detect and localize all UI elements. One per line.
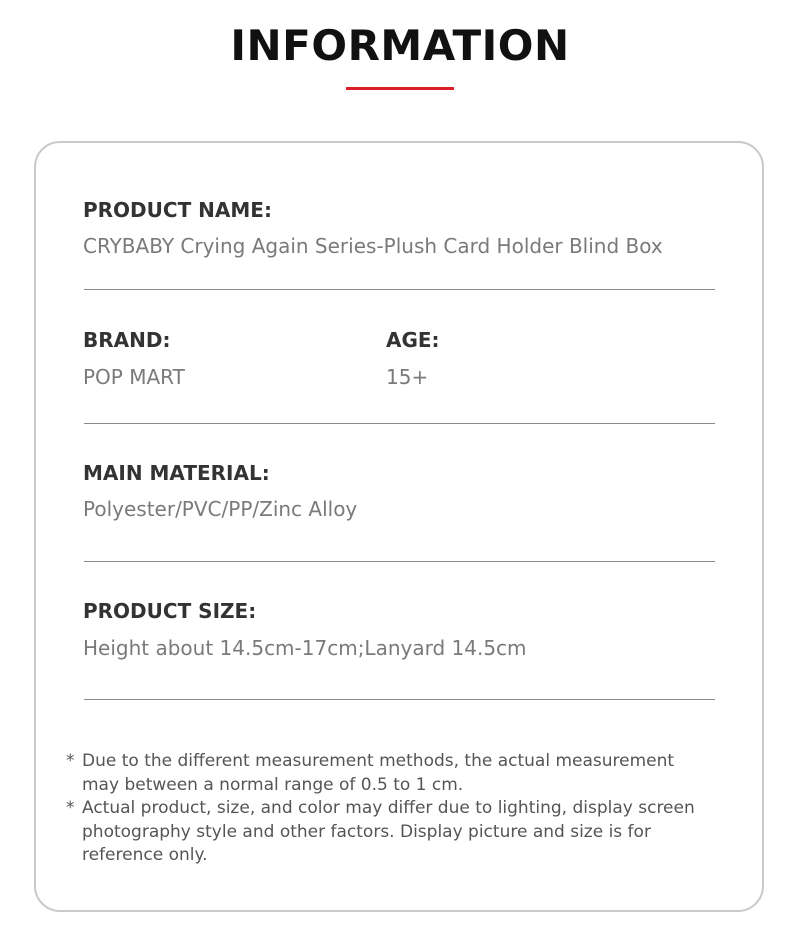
- divider: [84, 423, 715, 424]
- divider: [84, 289, 715, 290]
- brand-value: POP MART: [83, 365, 185, 389]
- asterisk-marker: *: [66, 798, 75, 818]
- brand-label: BRAND:: [83, 328, 171, 352]
- note-text: Due to the different measurement methods, the actual measurement may between a normal range of 0.5 to 1 cm.: [82, 751, 675, 795]
- product-name-label: PRODUCT NAME:: [83, 198, 272, 222]
- page-title: INFORMATION: [230, 21, 570, 70]
- product-name-value: CRYBABY Crying Again Series-Plush Card Holder Blind Box: [83, 234, 663, 258]
- main-material-label: MAIN MATERIAL:: [83, 461, 270, 485]
- age-value: 15+: [386, 365, 429, 389]
- age-label: AGE:: [386, 328, 440, 352]
- disclaimer-notes: [66, 750, 716, 868]
- disclaimer-note: [66, 750, 716, 797]
- product-size-label: PRODUCT SIZE:: [83, 599, 257, 623]
- note-text: Actual product, size, and color may differ due to lighting, display screen photography style and other factors. Display picture and size is for reference only.: [82, 798, 695, 865]
- product-size-value: Height about 14.5cm-17cm;Lanyard 14.5cm: [83, 636, 527, 660]
- divider: [84, 699, 715, 700]
- asterisk-marker: *: [66, 751, 75, 771]
- title-underline: [346, 87, 454, 90]
- main-material-value: Polyester/PVC/PP/Zinc Alloy: [83, 497, 358, 521]
- disclaimer-note: [66, 797, 716, 868]
- divider: [84, 561, 715, 562]
